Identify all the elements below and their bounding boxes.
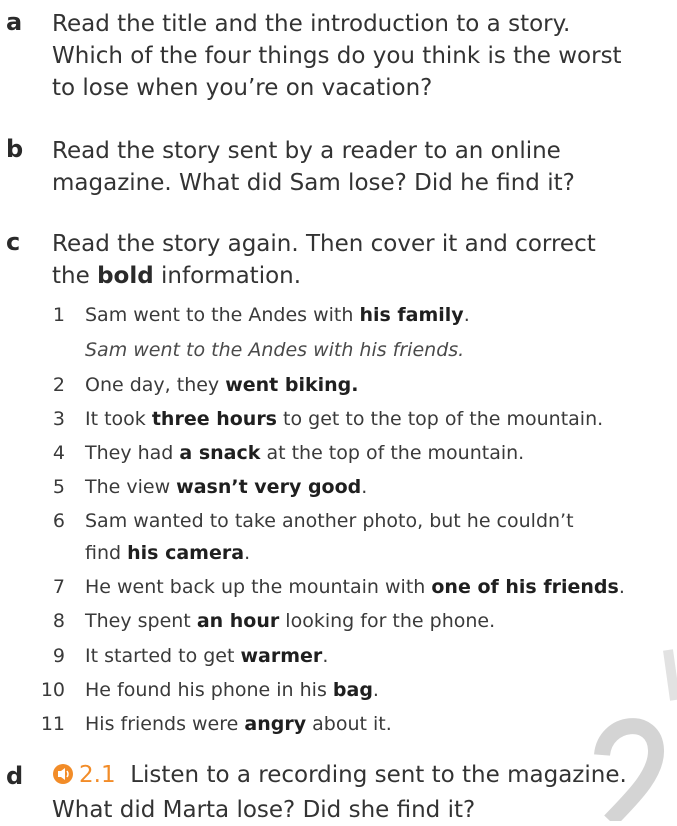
item-number: 10 — [40, 679, 65, 701]
item-number: 9 — [52, 645, 65, 667]
audio-track-number: 2.1 — [79, 762, 116, 788]
example-answer: Sam went to the Andes with his friends. — [85, 339, 465, 361]
task-letter: b — [6, 135, 24, 163]
task-a-instructions: Read the title and the introduction to a story. Which of the four things do you think is the worst to lose when you’re on vacation? — [52, 11, 622, 101]
speaker-icon[interactable] — [52, 762, 76, 794]
item-statement: It took three hours to get to the top of the mountain. — [85, 408, 604, 430]
item-number: 2 — [52, 374, 65, 396]
item-statement: His friends were angry about it. — [85, 713, 392, 735]
item-number: 3 — [52, 408, 65, 430]
item-number: 6 — [52, 510, 65, 532]
item-number: 11 — [40, 713, 65, 735]
item-statement: They had a snack at the top of the mountain. — [85, 442, 525, 464]
item-number: 5 — [52, 476, 65, 498]
item-statement: Sam wanted to take another photo, but he couldn’t — [85, 510, 574, 532]
item-number: 8 — [52, 610, 65, 632]
task-b-instructions: Read the story sent by a reader to an online magazine. What did Sam lose? Did he find it? — [52, 138, 575, 196]
item-statement: He found his phone in his bag. — [85, 679, 379, 701]
item-number: 4 — [52, 442, 65, 464]
item-statement: It started to get warmer. — [85, 645, 329, 667]
item-statement: find his camera. — [85, 542, 251, 564]
task-letter: c — [6, 228, 21, 256]
item-statement: The view wasn’t very good. — [85, 476, 368, 498]
item-statement: They spent an hour looking for the phone. — [85, 610, 496, 632]
item-statement: One day, they went biking. — [85, 374, 359, 396]
item-number: 1 — [52, 304, 65, 326]
task-letter: a — [6, 8, 23, 36]
task-c-instructions: Read the story again. Then cover it and correct the bold information. — [52, 231, 596, 289]
task-letter: d — [6, 762, 24, 790]
item-statement: Sam went to the Andes with his family. — [85, 304, 470, 326]
item-statement: He went back up the mountain with one of his friends. — [85, 576, 625, 598]
item-number: 7 — [52, 576, 65, 598]
task-d-instructions: 2.1 Listen to a recording sent to the magazine. What did Marta lose? Did she find it? — [52, 762, 627, 823]
